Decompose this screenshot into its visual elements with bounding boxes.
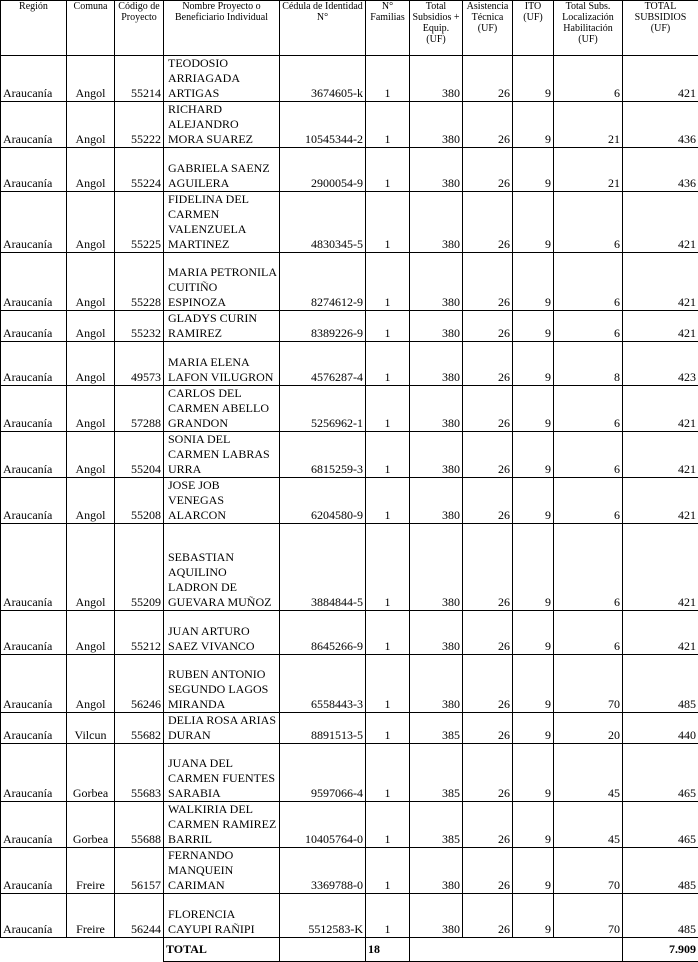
cell-nombre: JUAN ARTURO SAEZ VIVANCO [164, 611, 280, 655]
header-familias: N° Familias [366, 1, 410, 56]
cell-familias: 1 [366, 148, 410, 192]
header-ito: ITO (UF) [513, 1, 554, 56]
cell-nombre: TEODOSIO ARRIAGADA ARTIGAS [164, 56, 280, 102]
cell-codigo: 56157 [115, 848, 164, 894]
cell-total-subsidios: 421 [623, 611, 698, 655]
cell-ito: 9 [513, 148, 554, 192]
table-row [1, 342, 698, 386]
table-row [1, 611, 698, 655]
cell-asistencia-tecnica: 26 [463, 148, 513, 192]
cell-nombre: SEBASTIAN AQUILINO LADRON DE GUEVARA MUÑOZ [164, 524, 280, 611]
cell-region: Araucanía [1, 253, 67, 311]
cell-codigo: 55225 [115, 192, 164, 253]
cell-comuna: Vilcun [67, 713, 115, 744]
cell-familias: 1 [366, 311, 410, 342]
cell-nombre: GLADYS CURIN RAMIREZ [164, 311, 280, 342]
table-row [1, 386, 698, 432]
cell-total-subs-localizacion: 6 [554, 192, 623, 253]
cell-comuna: Angol [67, 386, 115, 432]
cell-asistencia-tecnica: 26 [463, 713, 513, 744]
cell-region: Araucanía [1, 713, 67, 744]
cell-cedula: 6815259-3 [280, 432, 366, 478]
cell-familias: 1 [366, 386, 410, 432]
header-total-subs-localizacion: Total Subs. Localización Habilitación (UF) [554, 1, 623, 56]
cell-total-subs-localizacion: 70 [554, 655, 623, 713]
table-row [1, 311, 698, 342]
cell-familias: 1 [366, 744, 410, 802]
cell-comuna: Angol [67, 342, 115, 386]
header-cedula: Cédula de Identidad N° [280, 1, 366, 56]
cell-total-subsidios-equip: 380 [410, 432, 463, 478]
table-row [1, 713, 698, 744]
cell-total-subsidios: 421 [623, 192, 698, 253]
cell-total-subs-localizacion: 45 [554, 802, 623, 848]
cell-codigo: 55688 [115, 802, 164, 848]
header-row [1, 1, 698, 56]
cell-ito: 9 [513, 192, 554, 253]
cell-total-subsidios: 421 [623, 386, 698, 432]
cell-asistencia-tecnica: 26 [463, 311, 513, 342]
cell-nombre: DELIA ROSA ARIAS DURAN [164, 713, 280, 744]
cell-nombre: FERNANDO MANQUEIN CARIMAN [164, 848, 280, 894]
header-total-subsidios: TOTAL SUBSIDIOS (UF) [623, 1, 698, 56]
cell-asistencia-tecnica: 26 [463, 802, 513, 848]
cell-total-subsidios-equip: 380 [410, 478, 463, 524]
cell-asistencia-tecnica: 26 [463, 56, 513, 102]
header-codigo: Código de Proyecto [115, 1, 164, 56]
cell-nombre: CARLOS DEL CARMEN ABELLO GRANDON [164, 386, 280, 432]
cell-familias: 1 [366, 192, 410, 253]
table-row [1, 744, 698, 802]
cell-cedula: 10405764-0 [280, 802, 366, 848]
table-row [1, 524, 698, 611]
cell-comuna: Angol [67, 611, 115, 655]
cell-codigo: 55224 [115, 148, 164, 192]
cell-total-subsidios-equip: 380 [410, 311, 463, 342]
cell-total-subsidios-equip: 380 [410, 102, 463, 148]
cell-cedula: 8389226-9 [280, 311, 366, 342]
cell-total-subsidios-equip: 385 [410, 713, 463, 744]
cell-comuna: Angol [67, 655, 115, 713]
cell-familias: 1 [366, 655, 410, 713]
cell-comuna: Angol [67, 56, 115, 102]
cell-total-subsidios-equip: 380 [410, 148, 463, 192]
cell-region: Araucanía [1, 611, 67, 655]
cell-total-subsidios: 421 [623, 524, 698, 611]
cell-codigo: 55208 [115, 478, 164, 524]
cell-region: Araucanía [1, 655, 67, 713]
cell-region: Araucanía [1, 148, 67, 192]
cell-total-subsidios: 485 [623, 894, 698, 938]
cell-asistencia-tecnica: 26 [463, 102, 513, 148]
cell-total-subs-localizacion: 8 [554, 342, 623, 386]
cell-total-subs-localizacion: 70 [554, 894, 623, 938]
cell-region: Araucanía [1, 311, 67, 342]
cell-region: Araucanía [1, 802, 67, 848]
cell-total-subs-localizacion: 45 [554, 744, 623, 802]
cell-cedula: 2900054-9 [280, 148, 366, 192]
cell-comuna: Freire [67, 894, 115, 938]
cell-nombre: SONIA DEL CARMEN LABRAS URRA [164, 432, 280, 478]
total-label: TOTAL [164, 938, 280, 962]
cell-total-subsidios: 421 [623, 253, 698, 311]
cell-cedula: 4576287-4 [280, 342, 366, 386]
cell-cedula: 8274612-9 [280, 253, 366, 311]
cell-comuna: Angol [67, 524, 115, 611]
cell-ito: 9 [513, 894, 554, 938]
cell-familias: 1 [366, 342, 410, 386]
cell-total-subsidios: 436 [623, 148, 698, 192]
cell-codigo: 55212 [115, 611, 164, 655]
cell-total-subsidios: 485 [623, 655, 698, 713]
table-row [1, 432, 698, 478]
cell-ito: 9 [513, 342, 554, 386]
cell-cedula: 10545344-2 [280, 102, 366, 148]
cell-total-subs-localizacion: 6 [554, 56, 623, 102]
cell-total-subs-localizacion: 6 [554, 253, 623, 311]
cell-total-subsidios: 465 [623, 802, 698, 848]
cell-total-subs-localizacion: 6 [554, 432, 623, 478]
cell-familias: 1 [366, 432, 410, 478]
cell-ito: 9 [513, 848, 554, 894]
cell-ito: 9 [513, 744, 554, 802]
cell-region: Araucanía [1, 478, 67, 524]
cell-nombre: FIDELINA DEL CARMEN VALENZUELA MARTINEZ [164, 192, 280, 253]
cell-cedula: 5256962-1 [280, 386, 366, 432]
cell-total-subs-localizacion: 6 [554, 478, 623, 524]
cell-cedula: 6558443-3 [280, 655, 366, 713]
cell-familias: 1 [366, 524, 410, 611]
cell-cedula: 9597066-4 [280, 744, 366, 802]
total-empty-middle [410, 938, 623, 962]
cell-total-subsidios-equip: 385 [410, 802, 463, 848]
cell-comuna: Angol [67, 102, 115, 148]
cell-total-subs-localizacion: 6 [554, 611, 623, 655]
cell-nombre: RUBEN ANTONIO SEGUNDO LAGOS MIRANDA [164, 655, 280, 713]
header-nombre: Nombre Proyecto o Beneficiario Individual [164, 1, 280, 56]
cell-total-subsidios: 421 [623, 311, 698, 342]
cell-asistencia-tecnica: 26 [463, 478, 513, 524]
cell-region: Araucanía [1, 744, 67, 802]
cell-comuna: Gorbea [67, 744, 115, 802]
cell-total-subs-localizacion: 6 [554, 524, 623, 611]
cell-region: Araucanía [1, 848, 67, 894]
cell-codigo: 49573 [115, 342, 164, 386]
total-row [1, 938, 698, 962]
cell-total-subs-localizacion: 20 [554, 713, 623, 744]
table-row [1, 802, 698, 848]
cell-cedula: 8645266-9 [280, 611, 366, 655]
cell-region: Araucanía [1, 524, 67, 611]
cell-cedula: 8891513-5 [280, 713, 366, 744]
table-row [1, 478, 698, 524]
cell-ito: 9 [513, 802, 554, 848]
cell-ito: 9 [513, 102, 554, 148]
cell-region: Araucanía [1, 894, 67, 938]
cell-familias: 1 [366, 253, 410, 311]
cell-cedula: 6204580-9 [280, 478, 366, 524]
cell-region: Araucanía [1, 102, 67, 148]
cell-ito: 9 [513, 386, 554, 432]
cell-codigo: 57288 [115, 386, 164, 432]
cell-total-subsidios: 421 [623, 56, 698, 102]
cell-comuna: Angol [67, 148, 115, 192]
cell-region: Araucanía [1, 56, 67, 102]
table-row [1, 102, 698, 148]
cell-asistencia-tecnica: 26 [463, 894, 513, 938]
cell-familias: 1 [366, 102, 410, 148]
cell-cedula: 3884844-5 [280, 524, 366, 611]
cell-total-subs-localizacion: 70 [554, 848, 623, 894]
cell-asistencia-tecnica: 26 [463, 253, 513, 311]
cell-total-subsidios: 465 [623, 744, 698, 802]
total-empty-cedula [280, 938, 366, 962]
cell-familias: 1 [366, 56, 410, 102]
cell-ito: 9 [513, 253, 554, 311]
cell-comuna: Gorbea [67, 802, 115, 848]
header-region: Región [1, 1, 67, 56]
table-row [1, 56, 698, 102]
cell-region: Araucanía [1, 192, 67, 253]
cell-total-subsidios-equip: 380 [410, 192, 463, 253]
cell-codigo: 55232 [115, 311, 164, 342]
cell-nombre: MARIA PETRONILA CUITIÑO ESPINOZA [164, 253, 280, 311]
cell-cedula: 3674605-k [280, 56, 366, 102]
cell-cedula: 3369788-0 [280, 848, 366, 894]
cell-nombre: MARIA ELENA LAFON VILUGRON [164, 342, 280, 386]
cell-cedula: 4830345-5 [280, 192, 366, 253]
cell-total-subsidios-equip: 380 [410, 894, 463, 938]
cell-asistencia-tecnica: 26 [463, 524, 513, 611]
cell-total-subsidios: 421 [623, 478, 698, 524]
cell-total-subsidios-equip: 380 [410, 655, 463, 713]
cell-nombre: GABRIELA SAENZ AGUILERA [164, 148, 280, 192]
cell-total-subsidios-equip: 385 [410, 744, 463, 802]
total-familias: 18 [366, 938, 410, 962]
cell-familias: 1 [366, 478, 410, 524]
table-row [1, 848, 698, 894]
cell-ito: 9 [513, 713, 554, 744]
cell-asistencia-tecnica: 26 [463, 192, 513, 253]
cell-ito: 9 [513, 311, 554, 342]
cell-familias: 1 [366, 848, 410, 894]
cell-total-subsidios-equip: 380 [410, 524, 463, 611]
cell-familias: 1 [366, 802, 410, 848]
cell-comuna: Angol [67, 253, 115, 311]
cell-nombre: JOSE JOB VENEGAS ALARCON [164, 478, 280, 524]
cell-cedula: 5512583-K [280, 894, 366, 938]
cell-total-subsidios-equip: 380 [410, 386, 463, 432]
cell-total-subsidios-equip: 380 [410, 342, 463, 386]
header-asistencia-tecnica: Asistencia Técnica (UF) [463, 1, 513, 56]
cell-comuna: Angol [67, 311, 115, 342]
cell-comuna: Angol [67, 432, 115, 478]
cell-total-subsidios: 485 [623, 848, 698, 894]
total-spacer [1, 938, 164, 962]
cell-total-subsidios-equip: 380 [410, 611, 463, 655]
cell-codigo: 55209 [115, 524, 164, 611]
cell-asistencia-tecnica: 26 [463, 655, 513, 713]
cell-total-subs-localizacion: 21 [554, 148, 623, 192]
cell-familias: 1 [366, 611, 410, 655]
cell-region: Araucanía [1, 386, 67, 432]
cell-familias: 1 [366, 894, 410, 938]
cell-total-subsidios: 421 [623, 432, 698, 478]
cell-nombre: WALKIRIA DEL CARMEN RAMIREZ BARRIL [164, 802, 280, 848]
table-row [1, 655, 698, 713]
cell-total-subsidios-equip: 380 [410, 56, 463, 102]
cell-total-subsidios: 440 [623, 713, 698, 744]
cell-region: Araucanía [1, 342, 67, 386]
cell-ito: 9 [513, 478, 554, 524]
cell-total-subsidios: 423 [623, 342, 698, 386]
table-row [1, 192, 698, 253]
cell-ito: 9 [513, 432, 554, 478]
cell-total-subs-localizacion: 21 [554, 102, 623, 148]
cell-nombre: FLORENCIA CAYUPI RAÑIPI [164, 894, 280, 938]
cell-nombre: RICHARD ALEJANDRO MORA SUAREZ [164, 102, 280, 148]
cell-codigo: 55682 [115, 713, 164, 744]
cell-asistencia-tecnica: 26 [463, 342, 513, 386]
cell-total-subsidios: 436 [623, 102, 698, 148]
cell-comuna: Freire [67, 848, 115, 894]
cell-ito: 9 [513, 56, 554, 102]
header-total-subsidios-equip: Total Subsidios + Equip. (UF) [410, 1, 463, 56]
cell-ito: 9 [513, 611, 554, 655]
total-subsidios: 7.909 [623, 938, 698, 962]
table-row [1, 148, 698, 192]
cell-asistencia-tecnica: 26 [463, 848, 513, 894]
cell-comuna: Angol [67, 478, 115, 524]
cell-region: Araucanía [1, 432, 67, 478]
cell-asistencia-tecnica: 26 [463, 744, 513, 802]
cell-codigo: 55204 [115, 432, 164, 478]
cell-codigo: 55228 [115, 253, 164, 311]
table-row [1, 253, 698, 311]
cell-codigo: 56246 [115, 655, 164, 713]
cell-asistencia-tecnica: 26 [463, 432, 513, 478]
cell-ito: 9 [513, 524, 554, 611]
cell-familias: 1 [366, 713, 410, 744]
cell-total-subs-localizacion: 6 [554, 386, 623, 432]
cell-total-subs-localizacion: 6 [554, 311, 623, 342]
cell-codigo: 55683 [115, 744, 164, 802]
cell-nombre: JUANA DEL CARMEN FUENTES SARABIA [164, 744, 280, 802]
cell-codigo: 56244 [115, 894, 164, 938]
cell-asistencia-tecnica: 26 [463, 611, 513, 655]
cell-codigo: 55222 [115, 102, 164, 148]
cell-codigo: 55214 [115, 56, 164, 102]
cell-ito: 9 [513, 655, 554, 713]
cell-asistencia-tecnica: 26 [463, 386, 513, 432]
cell-comuna: Angol [67, 192, 115, 253]
cell-total-subsidios-equip: 380 [410, 848, 463, 894]
header-comuna: Comuna [67, 1, 115, 56]
cell-total-subsidios-equip: 380 [410, 253, 463, 311]
